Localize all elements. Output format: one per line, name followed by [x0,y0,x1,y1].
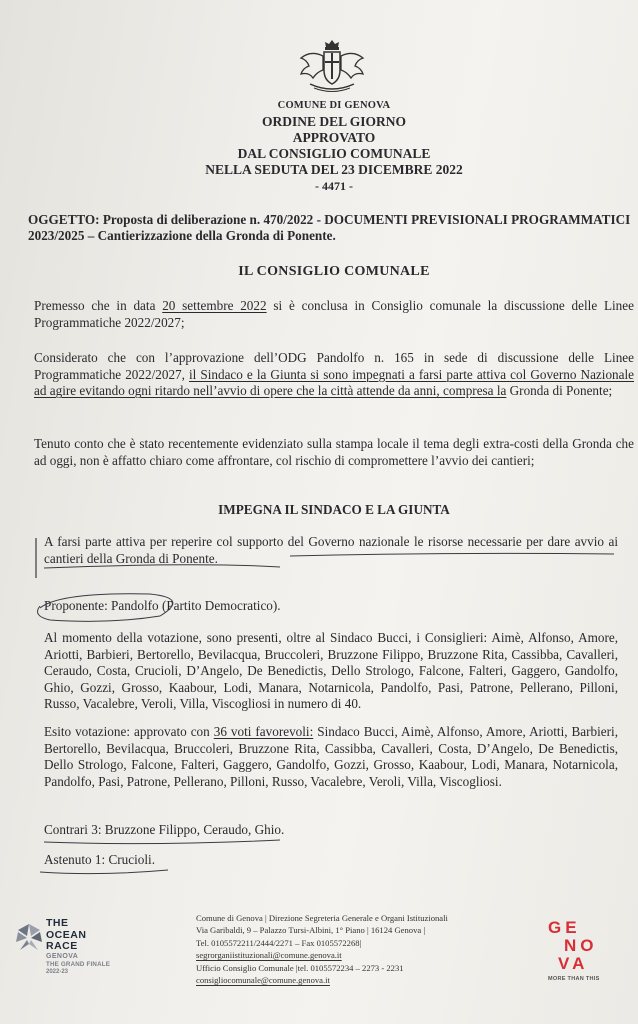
contact-line: Via Garibaldi, 9 – Palazzo Tursi-Albini, 1° Piano | 16124 Genova | [196,925,426,936]
esito-post: Sindaco Bucci, Aimè, Alfonso, Amore, Ariotti, Barbieri, Bertorello, Bevilacqua, Bruccoleri, Bruzzone Rita, Cassibba, Cavalleri, Costa, D’Angelo, De Benedictis, Dello Strologo, Falcone, Falteri, Gaggero, Gandolfo, Gozzi, Grosso, Kaabour, Lodi, Manara, Notarnicola, Pandolfo, Pasi, Patrone, Pellerano, Pilloni, Russo, Vacalebre, Veroli, Villa, Viscogliosi. [44,724,619,789]
ocean-race-logo [14,918,144,988]
oggetto-paragraph [28,212,638,244]
proponente-line: Proponente: Pandolfo (Partito Democratico). [44,598,281,613]
brand-row-1: GE [548,918,581,937]
brand-row-2: NO [564,936,598,955]
ocean-race-sail-icon [14,922,44,952]
header-title-line-2: APPROVATO [292,130,376,145]
considerato-underlined: il Sindaco e la Giunta si sono impegnati a farsi parte attiva col Governo Nazionale ad agire evitando ogni ritardo nell’avvio di opere che la città attende da anni, compresa la [34,366,634,398]
esito-paragraph [44,724,618,790]
genova-brand-logo [548,918,620,988]
oggetto-label: OGGETTO: [28,212,100,227]
brand-tagline: MORE THAN THIS [548,976,600,982]
premesso-date: 20 settembre 2022 [162,298,267,313]
oggetto-text: Proposta di deliberazione n. 470/2022 - DOCUMENTI PREVISIONALI PROGRAMMATICI 2023/2025 – Cantierizzazione della Gronda di Ponente. [28,212,631,243]
esito-votes: 36 voti favorevoli: [213,724,314,739]
contact-line: Ufficio Consiglio Comunale |tel. 0105572234 – 2273 - 2231 [196,962,404,973]
ocean-race-genova: GENOVA [46,953,79,960]
contact-line: Comune di Genova | Direzione Segreteria Generale e Organi Istituzionali [196,913,448,923]
contrari-line: Contrari 3: Bruzzone Filippo, Ceraudo, Ghio. [44,822,285,837]
coat-of-arms-icon [296,38,368,96]
brand-row-3: VA [558,954,589,973]
premesso-post: si è conclusa in Consiglio comunale la discussione delle Linee Programmatiche 2022/2027; [34,298,634,330]
header-number: - 4471 - [315,179,353,193]
tenuto-conto-paragraph: Tenuto conto che è stato recentemente evidenziato sulla stampa locale il tema degli extra-costi della Gronda che ad oggi, non è affatto chiaro come affrontare, col rischio di compromettere l’avvio dei cantieri; [34,436,634,468]
contact-email-segreteria[interactable]: segrorganiistituzionali@comune.genova.it [196,950,342,961]
impegna-title: IMPEGNA IL SINDACO E LA GIUNTA [218,502,450,517]
impegna-paragraph: A farsi parte attiva per reperire col supporto del Governo nazionale le risorse necessarie per dare avvio ai cantieri della Gronda di Ponente. [44,534,618,566]
presenti-paragraph: Al momento della votazione, sono presenti, oltre al Sindaco Bucci, i Consiglieri: Aimè, Alfonso, Amore, Ariotti, Barbieri, Bertorello, Bevilacqua, Bruccoleri, Bruzzone Filippo, Bruzzone Rita, Cassibba, Cavalleri, Ceraudo, Costa, Crucioli, D’Angelo, De Benedictis, Dello Strologo, Falcone, Falteri, Gaggero, Gandolfo, Ghio, Gozzi, Grosso, Kaabour, Lodi, Manara, Notarnicola, Pandolfo, Pasi, Patrone, Pellerano, Pilloni, Russo, Vacalebre, Veroli, Villa, Viscogliosi in numero di 40. [44,630,618,711]
ocean-race-the: THE [46,917,69,929]
astenuto-line: Astenuto 1: Crucioli. [44,852,155,867]
footer-contacts [196,912,526,986]
ocean-race-ocean: OCEAN [46,929,87,941]
considerato-post: Gronda di Ponente; [506,383,613,398]
esito-pre: Esito votazione: approvato con [44,724,214,739]
contact-email-consiglio[interactable]: consigliocomunale@comune.genova.it [196,975,330,986]
header-title-line-1: ORDINE DEL GIORNO [261,114,407,129]
council-title: IL CONSIGLIO COMUNALE [238,264,430,279]
header-title-line-4: NELLA SEDUTA DEL 23 DICEMBRE 2022 [205,162,463,177]
contact-line: Tel. 0105572211/2444/2271 – Fax 0105572268| [196,937,362,948]
header-title-line-3: DAL CONSIGLIO COMUNALE [237,146,431,161]
ocean-race-finale: THE GRAND FINALE [46,961,111,968]
premesso-pre: Premesso che in data [34,298,163,313]
considerato-pre: Considerato che con l’approvazione dell’ODG Pandolfo n. 165 in sede di discussione delle Linee Programmatiche 2022/2027, [34,350,634,382]
ocean-race-race: RACE [46,940,78,952]
considerato-paragraph [34,350,634,400]
premesso-paragraph [34,298,634,331]
ocean-race-years: 2022-23 [46,969,69,975]
header-comune: COMUNE DI GENOVA [277,100,391,111]
